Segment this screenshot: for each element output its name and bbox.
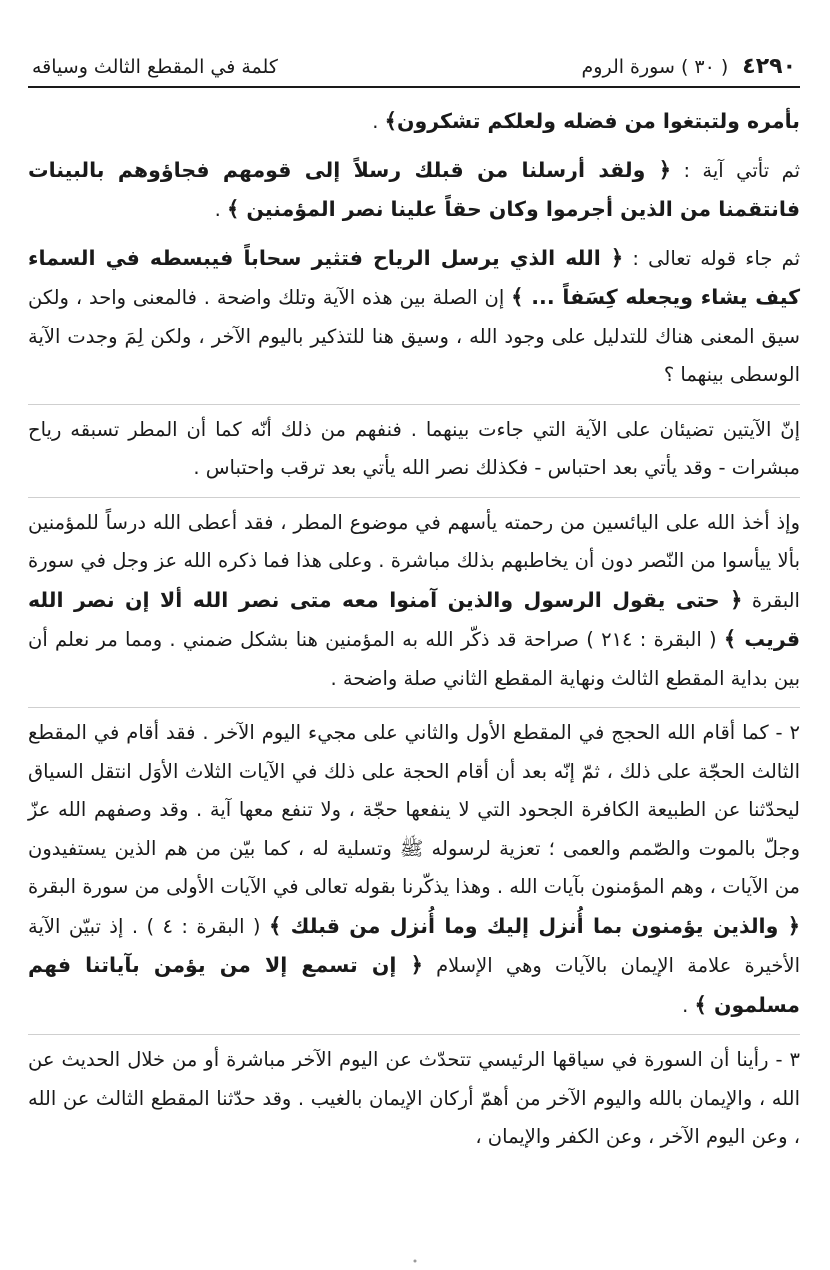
paragraph-p6 bbox=[28, 1034, 800, 1157]
body-text: . bbox=[682, 993, 695, 1017]
body-text: . bbox=[214, 198, 227, 221]
ornate-bracket-open-icon: ﴿ bbox=[658, 157, 672, 182]
body-text: وإذ أخذ الله على اليائسين من رحمته يأسهم في موضوع المطر ، فقد أعطى الله درساً للمؤمنين بألا ييأسوا من النّصر دون أن يخاطبهم بذلك مباشرة . وعلى هذا فما ذكره الله عز وجل في سورة البقرة bbox=[28, 510, 800, 612]
quran-verse-text: حتى يقول الرسول والذين آمنوا معه متى نصر الله ألا إن نصر الله قريب bbox=[28, 587, 801, 651]
body-text: ٢ - كما أقام الله الحجج في المقطع الأول والثاني على مجيء اليوم الآخر . فقد أقام في المقطع الثالث الحجّة على ذلك ، ثمّ إنّه بعد أن أقام الحجة على ذلك في الآيات الثلاث الأوَل انتقل السياق ليحدّثنا عن الطبيعة الكافرة الجحود التي لا ينفعها حجّة ، ولا تنفع معها آية . وقد وصفهم الله عزّ وجلّ بالموت والصّمم والعمى ؛ تعزية لرسوله ﷺ وتسلية له ، كما بيّن من هم الذين يستفيدون من الآيات ، وهم المؤمنون بآيات الله . وهذا يذكّرنا بقوله تعالى في الآيات الأولى من سورة البقرة bbox=[28, 721, 800, 898]
page-content bbox=[28, 88, 800, 1157]
ornate-bracket-open-icon: ﴿ bbox=[787, 913, 800, 938]
ornate-bracket-close-icon: ﴾ bbox=[384, 109, 397, 133]
quran-verse-text: الله الذي يرسل الرياح فتثير سحاباً فيبسطه في السماء كيف يشاء ويجعله كِسَفاً ... bbox=[28, 245, 801, 309]
body-text: ثم جاء قوله تعالى : bbox=[623, 246, 800, 270]
paragraph-p4 bbox=[28, 497, 800, 699]
header-right-group bbox=[582, 52, 796, 82]
quran-verse-text: ولقد أرسلنا من قبلك رسلاً إلى قومهم فجاؤوهم بالبينات فانتقمنا من الذين أجرموا وكان حقاً علينا نصر المؤمنين bbox=[28, 157, 800, 221]
ornate-bracket-open-icon: ﴿ bbox=[610, 245, 624, 270]
ornate-bracket-close-icon: ﴾ bbox=[723, 627, 737, 651]
paragraph-p1 bbox=[28, 151, 800, 230]
quran-verse-text: بأمره ولتبتغوا من فضله ولعلكم تشكرون bbox=[396, 109, 800, 133]
ornate-bracket-open-icon: ﴿ bbox=[410, 953, 423, 977]
paragraph-p0 bbox=[28, 102, 800, 142]
page-number: ٤٢٩٠ bbox=[742, 54, 796, 79]
quran-verse-text: إن تسمع إلا من يؤمن بآياتنا فهم مسلمون bbox=[28, 953, 800, 1017]
page-header bbox=[28, 52, 800, 88]
body-text: إن الصلة بين هذه الآية وتلك واضحة . فالمعنى واحد ، ولكن سيق المعنى هناك للتدليل على وجود الله ، وسيق هنا للتذكير باليوم الآخر ، ولكن لِمَ وجدت الآية الوسطى بينهما ؟ bbox=[28, 286, 800, 386]
ornate-bracket-close-icon: ﴾ bbox=[268, 913, 282, 938]
paragraph-p5 bbox=[28, 707, 800, 1025]
body-text: إنّ الآيتين تضيئان على الآية التي جاءت بينهما . فنفهم من ذلك أنّه كما أن المطر تسبقه رياح مبشرات - وقد يأتي بعد احتباس - فكذلك نصر الله يأتي بعد ترقب واحتباس . bbox=[28, 417, 800, 479]
body-text: ثم تأتي آية : bbox=[671, 158, 800, 182]
ornate-bracket-open-icon: ﴿ bbox=[730, 587, 743, 612]
surah-reference: ( ٣٠ ) سورة الروم bbox=[581, 56, 729, 78]
section-title: كلمة في المقطع الثالث وسياقه bbox=[32, 56, 278, 78]
ornate-bracket-close-icon: ﴾ bbox=[694, 992, 707, 1017]
body-text: ( البقرة : ٤ ) . إذ تبيّن الآية الأخيرة علامة الإيمان بالآيات وهي الإسلام bbox=[28, 914, 800, 977]
paragraph-p2 bbox=[28, 239, 800, 395]
body-text: ٣ - رأينا أن السورة في سياقها الرئيسي تتحدّث عن اليوم الآخر مباشرة أو من خلال الحديث عن الله ، والإيمان بالله واليوم الآخر من أهمّ أركان الإيمان بالغيب . وقد حدّثنا المقطع الثالث عن الله ، وعن اليوم الآخر ، وعن الكفر والإيمان ، bbox=[28, 1048, 800, 1148]
body-text: ( البقرة : ٢١٤ ) صراحة قد ذكّر الله به المؤمنين هنا بشكل ضمني . ومما مر نعلم أن بين بداية المقطع الثالث ونهاية المقطع الثاني صلة واضحة . bbox=[28, 628, 800, 690]
quran-verse-text: والذين يؤمنون بما أُنزل إليك وما أُنزل من قبلك bbox=[281, 913, 788, 938]
ornate-bracket-close-icon: ﴾ bbox=[226, 197, 240, 221]
body-text: . bbox=[372, 110, 385, 133]
ornate-bracket-close-icon: ﴾ bbox=[511, 285, 524, 309]
page-bottom-dot bbox=[412, 1258, 418, 1264]
paragraph-p3 bbox=[28, 404, 800, 488]
